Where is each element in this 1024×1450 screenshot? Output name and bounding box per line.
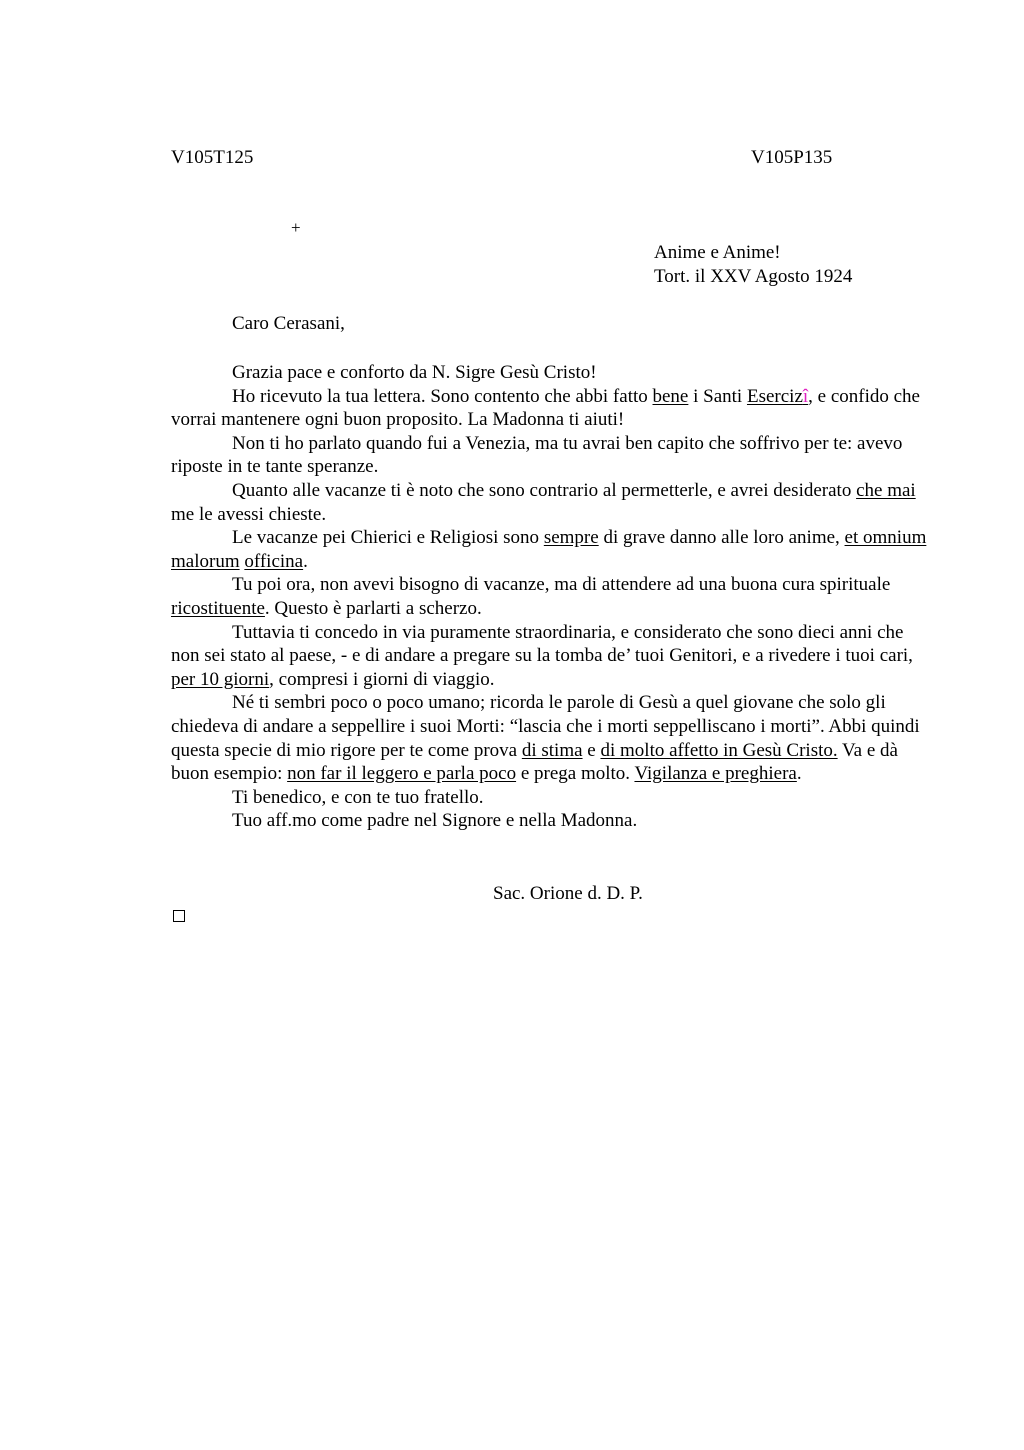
paragraph-6: Tu poi ora, non avevi bisogno di vacanze, ma di attendere ad una buona cura spirituale ricostituente. Questo è parlarti a scherzo. [171, 574, 891, 619]
paragraph-10: Tuo aff.mo come padre nel Signore e nella Madonna. [232, 810, 638, 832]
paragraph-8: Né ti sembri poco o poco umano; ricorda le parole di Gesù a quel giovane che solo gli chiedeva di andare a seppellire i suoi Morti: “lascia che i morti seppelliscano i morti”. Abbi quindi questa specie di mio rigore per te come prova di stima e di molto affetto in Gesù Cristo. Va e dà buon esempio: non far il leggero e parla poco e prega molto. Vigilanza e preghiera. [171, 692, 920, 785]
archive-code-right: V105P135 [751, 147, 833, 168]
letter-place-date: Tort. il XXV Agosto 1924 [654, 266, 853, 287]
archive-code-left: V105T125 [171, 147, 254, 168]
paragraph-2: Ho ricevuto la tua lettera. Sono contento che abbi fatto bene i Santi Esercizî, e confido che vorrai mantenere ogni buon proposito. La Madonna ti aiuti! [171, 385, 920, 431]
paragraph-7: Tuttavia ti concedo in via puramente straordinaria, e considerato che sono dieci anni che non sei stato al paese, - e di andare a pregare su la tomba de’ tuoi Genitori, e a rivedere i tuoi cari, per 10 giorni, compresi i giorni di viaggio. [171, 621, 913, 690]
letter-motto: Anime e Anime! [654, 242, 781, 263]
cross-symbol: + [291, 218, 301, 237]
paragraph-4: Quanto alle vacanze ti è noto che sono contrario al permetterle, e avrei desiderato che mai me le avessi chieste. [171, 479, 916, 525]
signature: Sac. Orione d. D. P. [493, 883, 643, 904]
paragraph-9: Ti benedico, e con te tuo fratello. [232, 786, 484, 808]
checkbox-square-icon [173, 910, 185, 922]
paragraph-1: Grazia pace e conforto da N. Sigre Gesù Cristo! [232, 362, 597, 383]
paragraph-5: Le vacanze pei Chierici e Religiosi sono sempre di grave danno alle loro anime, et omnium malorum officina. [171, 527, 927, 572]
paragraph-3: Non ti ho parlato quando fui a Venezia, ma tu avrai ben capito che soffrivo per te: avevo riposte in te tante speranze. [171, 432, 903, 478]
salutation: Caro Cerasani, [232, 313, 345, 334]
letter-body [171, 361, 931, 833]
correction-mark: î [802, 385, 809, 407]
